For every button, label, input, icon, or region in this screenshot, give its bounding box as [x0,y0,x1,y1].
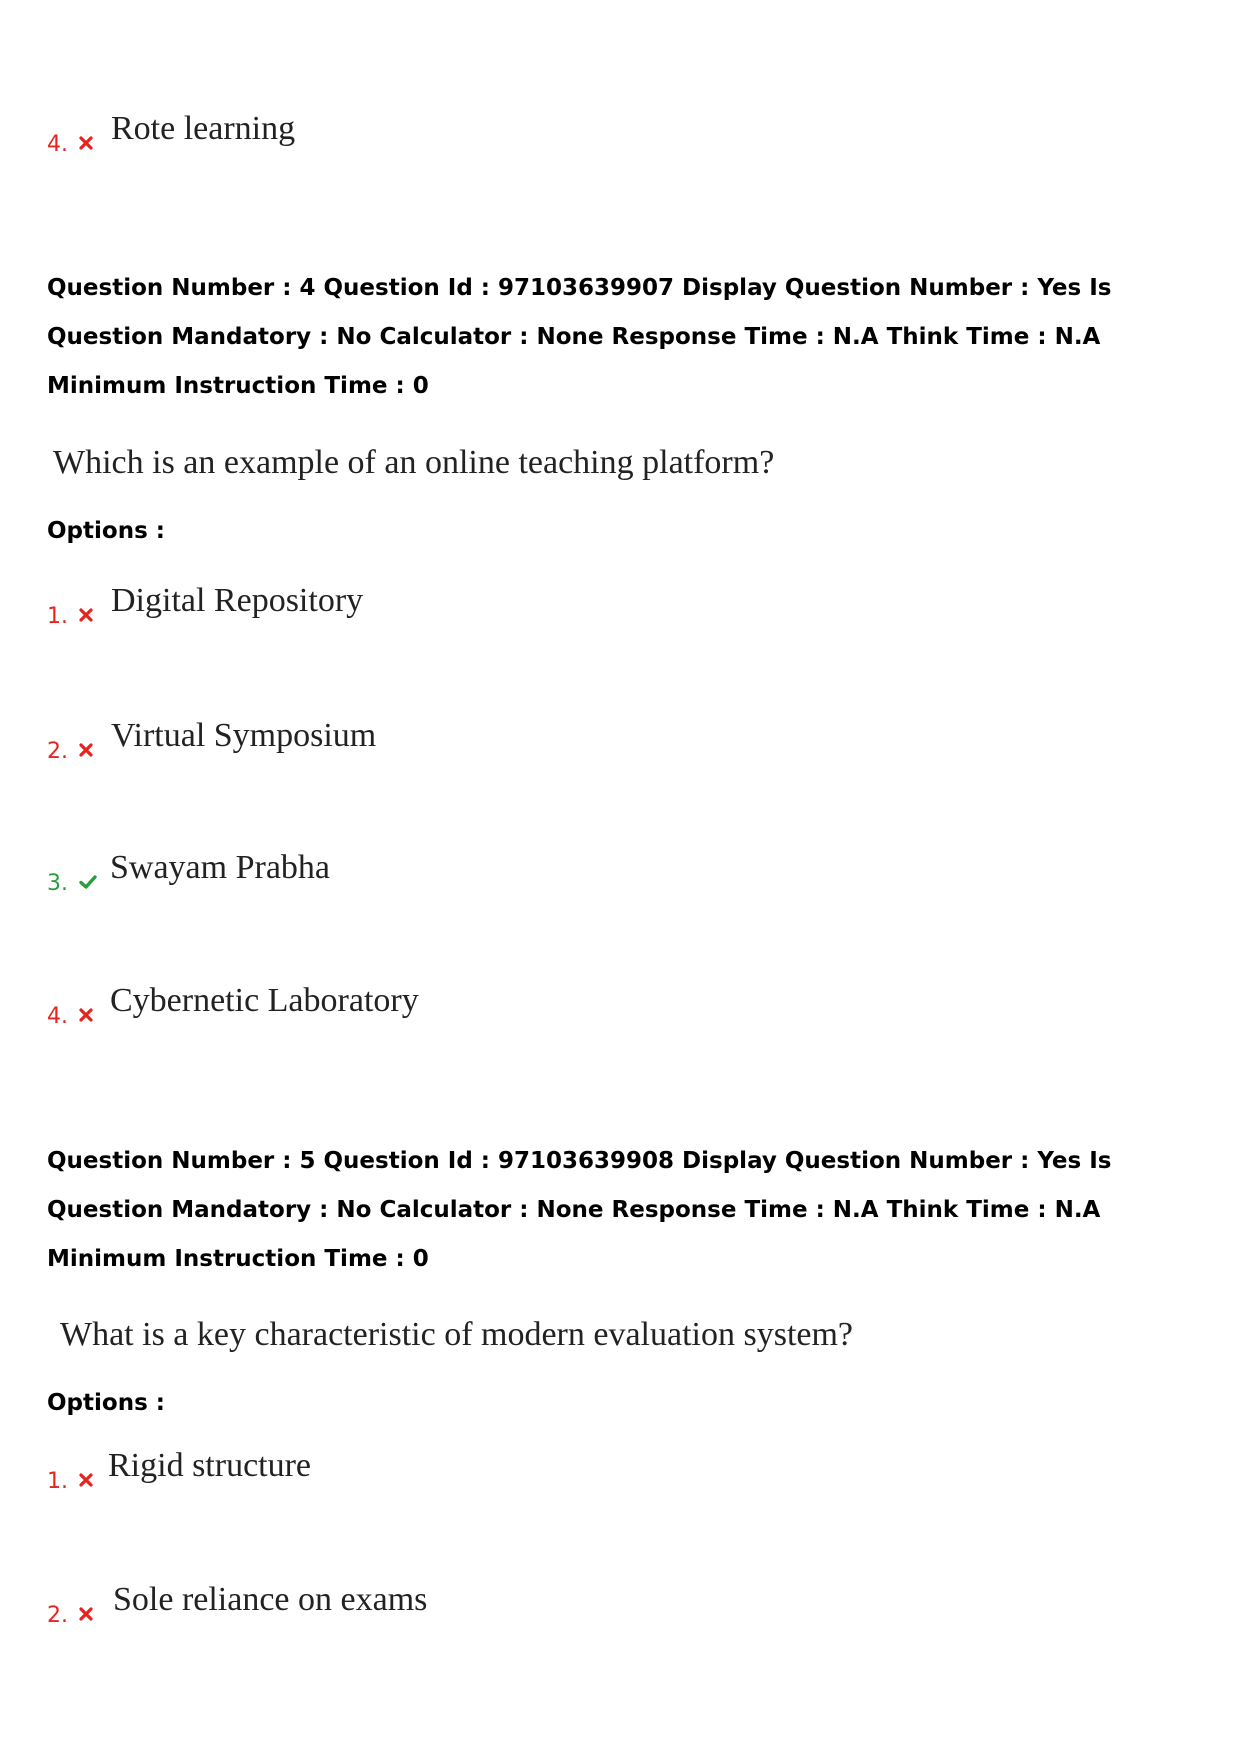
question-header: Question Number : 4 Question Id : 97103639907 Display Question Number : Yes Is Question Mandatory : No Calculator : None Response Time : N.A Think Time : N.A Minimum Instruction Time : 0 [47,275,1112,399]
option-number: 2. [47,739,68,764]
option-text: Cybernetic Laboratory [110,982,419,1019]
option-number: 2. [47,1603,68,1628]
cross-icon [79,743,93,757]
question-header: Question Number : 5 Question Id : 97103639908 Display Question Number : Yes Is Question Mandatory : No Calculator : None Response Time : N.A Think Time : N.A Minimum Instruction Time : 0 [47,1148,1112,1272]
option-number: 1. [47,604,68,629]
option-number: 1. [47,1469,68,1494]
option-number: 3. [47,871,68,896]
cross-icon [79,136,93,150]
option-text: Rote learning [111,110,296,147]
option-number: 4. [47,1004,68,1029]
option-number: 4. [47,132,68,157]
cross-icon [79,608,93,622]
options-label: Options : [47,1390,165,1416]
cross-icon [79,1473,93,1487]
question-text: What is a key characteristic of modern evaluation system? [60,1316,854,1353]
options-label: Options : [47,518,165,544]
option-text: Digital Repository [111,582,364,619]
checkmark-icon [79,874,97,890]
option-text: Swayam Prabha [110,849,331,886]
question-text: Which is an example of an online teaching platform? [53,444,775,481]
option-text: Virtual Symposium [111,717,377,754]
cross-icon [79,1607,93,1621]
cross-icon [79,1008,93,1022]
option-text: Sole reliance on exams [113,1581,428,1618]
option-text: Rigid structure [108,1447,312,1484]
